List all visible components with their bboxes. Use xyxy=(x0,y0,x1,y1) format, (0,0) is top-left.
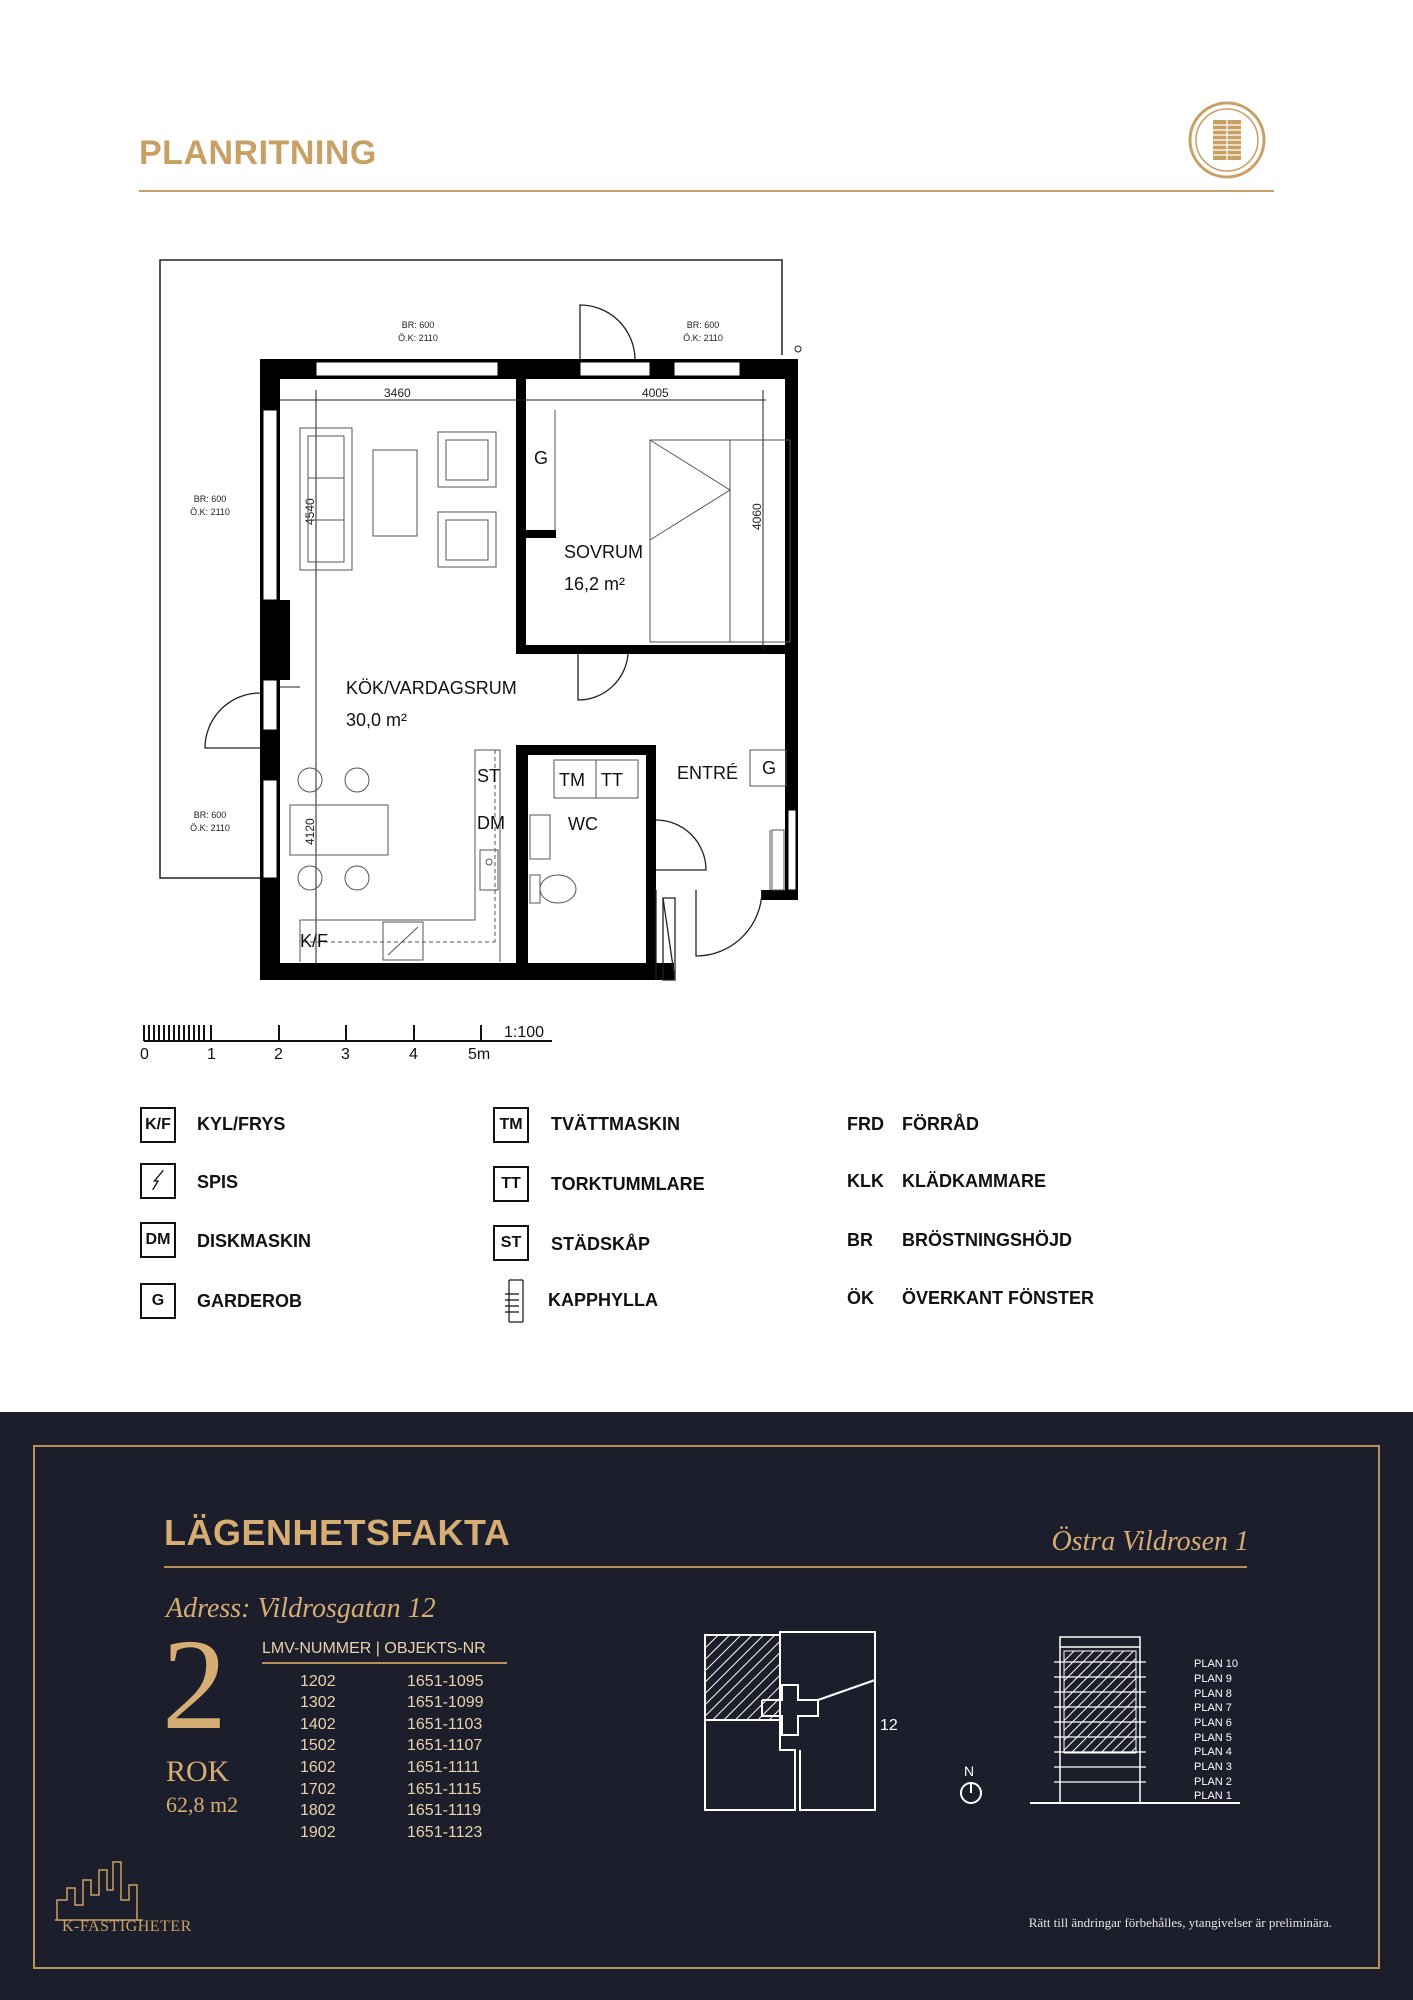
floor-label: PLAN 5 xyxy=(1194,1732,1232,1744)
symbol-wardrobe: G xyxy=(534,448,549,468)
legend-label: KLÄDKAMMARE xyxy=(902,1171,1046,1191)
lmv-number: 1902 xyxy=(300,1824,336,1841)
facts-divider xyxy=(164,1566,1247,1568)
project-name: Östra Vildrosen 1 xyxy=(1051,1526,1249,1557)
legend-label: KYL/FRYS xyxy=(197,1114,286,1134)
legend-code: KLK xyxy=(847,1171,884,1191)
legend-code-box: TM xyxy=(493,1107,529,1143)
window-label-ok: Ö.K: 2110 xyxy=(683,333,723,343)
facts-title: LÄGENHETSFAKTA xyxy=(164,1512,511,1553)
rok-label: ROK xyxy=(166,1755,230,1788)
symbol-dishwasher: DM xyxy=(477,813,505,833)
lmv-number: 1602 xyxy=(300,1759,336,1776)
legend-label: TVÄTTMASKIN xyxy=(551,1114,680,1134)
window-label-br: BR: 600 xyxy=(686,320,720,330)
floor-plan xyxy=(140,250,840,990)
lmv-number: 1702 xyxy=(300,1781,336,1798)
lmv-number: 1302 xyxy=(300,1694,336,1711)
lmv-number: 1502 xyxy=(300,1737,336,1754)
symbol-tumble-dryer: TT xyxy=(601,770,623,790)
room-count: 2 xyxy=(162,1613,227,1757)
scale-tick-label: 3 xyxy=(341,1046,350,1063)
legend-label: FÖRRÅD xyxy=(902,1114,979,1134)
lmv-number: 1802 xyxy=(300,1802,336,1819)
floor-label: PLAN 9 xyxy=(1194,1673,1232,1685)
legend-label: GARDEROB xyxy=(197,1291,303,1311)
object-number: 1651-1095 xyxy=(407,1673,484,1690)
scale-tick-label: 0 xyxy=(140,1046,149,1063)
floor-label: PLAN 6 xyxy=(1194,1717,1232,1729)
scale-ratio: 1:100 xyxy=(504,1024,545,1041)
floor-label: PLAN 7 xyxy=(1194,1702,1232,1714)
room-name-living: KÖK/VARDAGSRUM xyxy=(346,678,517,698)
legend-label: TORKTUMMLARE xyxy=(551,1174,705,1194)
legend-label: BRÖSTNINGSHÖJD xyxy=(902,1230,1073,1250)
object-number: 1651-1115 xyxy=(407,1781,482,1798)
scale-bar xyxy=(140,1015,560,1085)
coat-rack-icon xyxy=(503,1278,535,1324)
legend-code: ÖK xyxy=(847,1288,874,1308)
room-area-bedroom: 16,2 m² xyxy=(564,574,626,594)
k-fastigheter-logo-icon xyxy=(55,1860,145,1922)
dimension-label: 4005 xyxy=(642,386,669,400)
legend-code-box: K/F xyxy=(140,1107,176,1143)
dimension-label: 4540 xyxy=(303,498,317,525)
building-section-diagram xyxy=(1030,1635,1250,1805)
object-number: 1651-1119 xyxy=(407,1802,482,1819)
building-logo-icon xyxy=(1187,100,1267,180)
disclaimer: Rätt till ändringar förbehålles, ytangivelser är preliminära. xyxy=(1028,1915,1332,1930)
room-name-wc: WC xyxy=(568,814,598,834)
object-number: 1651-1123 xyxy=(407,1824,483,1841)
title-divider xyxy=(139,190,1274,192)
stove-icon xyxy=(140,1163,176,1199)
dimension-label: 4120 xyxy=(303,818,317,845)
symbol-washing-machine: TM xyxy=(559,770,585,790)
object-number: 1651-1107 xyxy=(407,1737,483,1754)
window-label-br: BR: 600 xyxy=(193,494,227,504)
legend-label: STÄDSKÅP xyxy=(551,1234,651,1254)
apartment-area: 62,8 m2 xyxy=(166,1792,239,1817)
key-plan xyxy=(700,1630,910,1820)
object-number: 1651-1111 xyxy=(407,1759,480,1776)
legend-label: KAPPHYLLA xyxy=(548,1290,659,1310)
address: Adress: Vildrosgatan 12 xyxy=(166,1593,436,1624)
lmv-number: 1202 xyxy=(300,1673,336,1690)
scale-tick-label: 5m xyxy=(468,1046,491,1063)
floor-label: PLAN 2 xyxy=(1194,1776,1232,1788)
floor-label: PLAN 3 xyxy=(1194,1761,1232,1773)
legend-code: BR xyxy=(847,1230,873,1250)
window-label-ok: Ö.K: 2110 xyxy=(398,333,438,343)
legend-label: SPIS xyxy=(197,1172,239,1192)
floor-label: PLAN 10 xyxy=(1194,1658,1239,1670)
page-title: PLANRITNING xyxy=(139,134,377,172)
north-label: N xyxy=(964,1763,975,1779)
key-plan-label: 12 xyxy=(880,1717,898,1734)
legend-code-box: ST xyxy=(493,1225,529,1261)
legend-code-box: TT xyxy=(493,1166,529,1202)
lmv-number: 1402 xyxy=(300,1716,336,1733)
symbol-fridge-freezer: K/F xyxy=(300,931,329,951)
legend-code-box: G xyxy=(140,1283,176,1319)
floor-label: PLAN 8 xyxy=(1194,1688,1232,1700)
object-number: 1651-1103 xyxy=(407,1716,483,1733)
dimension-label: 4060 xyxy=(750,503,764,530)
room-area-living: 30,0 m² xyxy=(346,710,408,730)
floor-label: PLAN 4 xyxy=(1194,1746,1232,1758)
window-label-ok: Ö.K: 2110 xyxy=(190,823,230,833)
legend-code-box: DM xyxy=(140,1222,176,1258)
object-table-header: LMV-NUMMER | OBJEKTS-NR xyxy=(262,1640,486,1657)
brand-name: K-FASTIGHETER xyxy=(62,1918,192,1935)
room-name-entry: ENTRÉ xyxy=(677,763,739,783)
window-label-ok: Ö.K: 2110 xyxy=(190,507,230,517)
legend-label: ÖVERKANT FÖNSTER xyxy=(902,1288,1095,1308)
floor-label: PLAN 1 xyxy=(1194,1790,1232,1802)
object-table-divider xyxy=(262,1662,507,1664)
room-name-bedroom: SOVRUM xyxy=(564,542,644,562)
scale-tick-label: 1 xyxy=(207,1046,216,1063)
legend-code: FRD xyxy=(847,1114,884,1134)
symbol-cleaning-cabinet: ST xyxy=(477,766,501,786)
scale-tick-label: 4 xyxy=(409,1046,418,1063)
object-number: 1651-1099 xyxy=(407,1694,484,1711)
compass-icon xyxy=(958,1780,984,1806)
legend-label: DISKMASKIN xyxy=(197,1231,312,1251)
window-label-br: BR: 600 xyxy=(401,320,435,330)
symbol-wardrobe: G xyxy=(762,758,777,778)
dimension-label: 3460 xyxy=(384,386,411,400)
window-label-br: BR: 600 xyxy=(193,810,227,820)
scale-tick-label: 2 xyxy=(274,1046,283,1063)
